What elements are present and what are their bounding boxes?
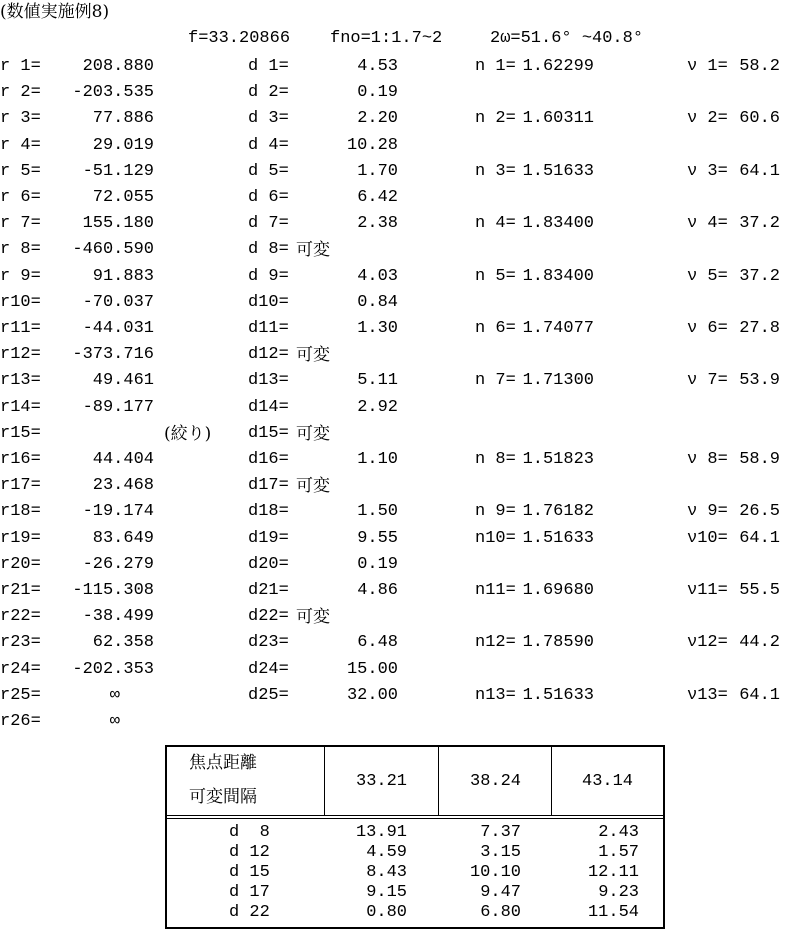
spacing-label: d24= [248,659,289,679]
spacing-value-cell: 12.11 [587,863,639,882]
abbe-number-label: ν 3= [687,161,728,181]
spacing-label: d 7= [248,214,289,234]
spacing-value: 15.00 [346,659,398,679]
refractive-index-value: 1.51633 [522,161,594,181]
surface-radius-label: r16= [0,450,41,469]
fno-param: fno=1:1.7~2 [330,29,443,48]
abbe-number-value: 58.9 [739,450,780,469]
spacing-value: 2.38 [357,214,398,234]
surface-radius-label: r 6= [0,188,41,207]
zoom-spacing-table [165,745,665,929]
spacing-value: 32.00 [346,685,398,705]
spacing-label: d 2= [248,83,289,103]
surface-radius-value: -89.177 [82,397,154,417]
focal-length-param: f=33.20866 [188,29,291,48]
spacing-label: d17= [248,476,289,496]
spacing-value-cell: 3.15 [480,843,521,862]
focal-length-cell: 43.14 [582,772,634,791]
surface-radius-value: -51.129 [82,161,154,181]
surface-radius-value: -38.499 [82,607,154,627]
abbe-number-value: 64.1 [739,685,780,705]
refractive-index-value: 1.62299 [522,57,594,76]
spacing-value: 可変 [296,240,330,261]
refractive-index-label: n 1= [475,57,516,76]
abbe-number-label: ν 9= [687,502,728,522]
table-divider [551,747,552,815]
refractive-index-label: n10= [475,528,516,548]
abbe-number-label: ν 7= [687,371,728,391]
refractive-index-value: 1.78590 [522,633,594,653]
surface-radius-label: r 1= [0,57,41,76]
abbe-number-label: ν 1= [687,57,728,76]
spacing-label: d18= [248,502,289,522]
surface-radius-value: -19.174 [82,502,154,522]
spacing-label: d 6= [248,188,289,207]
spacing-label: d 3= [248,109,289,129]
refractive-index-label: n 7= [475,371,516,391]
refractive-index-label: n 3= [475,161,516,181]
abbe-number-label: ν 4= [687,214,728,234]
spacing-label: d15= [248,423,289,443]
abbe-number-label: ν11= [687,581,728,600]
spacing-value-cell: 9.47 [480,883,521,902]
surface-radius-value: -460.590 [72,240,154,260]
refractive-index-value: 1.83400 [522,214,594,234]
refractive-index-label: n 2= [475,109,516,129]
abbe-number-value: 26.5 [739,502,780,522]
abbe-number-value: 58.2 [739,57,780,76]
surface-radius-value: 91.883 [92,266,154,286]
refractive-index-value: 1.83400 [522,266,594,286]
surface-radius-value: 23.468 [92,476,154,496]
surface-radius-label: r20= [0,554,41,574]
surface-radius-label: r 8= [0,240,41,260]
abbe-number-label: ν10= [687,528,728,548]
spacing-label: d23= [248,633,289,653]
surface-radius-label: r26= [0,712,41,731]
field-angle-param: 2ω=51.6° ~40.8° [490,29,644,48]
spacing-label: d12= [248,345,289,365]
surface-radius-value: -203.535 [72,83,154,103]
refractive-index-label: n 5= [475,266,516,286]
surface-radius-label: r 4= [0,135,41,155]
surface-radius-value: 62.358 [92,633,154,653]
surface-radius-label: r14= [0,397,41,417]
surface-radius-label: r15= [0,423,41,443]
spacing-label: d 5= [248,161,289,181]
abbe-number-value: 60.6 [739,109,780,129]
page-heading: (数値実施例8) [0,2,110,22]
spacing-value: 可変 [296,607,330,628]
refractive-index-value: 1.69680 [522,581,594,600]
spacing-label: d19= [248,528,289,548]
spacing-label: d 4= [248,135,289,155]
spacing-label: d22= [248,607,289,627]
abbe-number-label: ν12= [687,633,728,653]
refractive-index-value: 1.51633 [522,528,594,548]
spacing-value-cell: 9.23 [598,883,639,902]
header-spacing-label: 可変間隔 [189,789,257,808]
refractive-index-label: n11= [475,581,516,600]
abbe-number-label: ν 5= [687,266,728,286]
spacing-value: 0.19 [357,554,398,574]
spacing-label: d13= [248,371,289,391]
spacing-label: d21= [248,581,289,600]
surface-radius-value: 29.019 [92,135,154,155]
spacing-name-cell: d 8 [229,823,270,842]
surface-radius-value: -70.037 [82,292,154,312]
surface-radius-label: r22= [0,607,41,627]
spacing-value: 4.03 [357,266,398,286]
surface-radius-label: r21= [0,581,41,600]
spacing-value: 1.10 [357,450,398,469]
spacing-value: 0.84 [357,292,398,312]
refractive-index-value: 1.60311 [522,109,594,129]
refractive-index-label: n 8= [475,450,516,469]
spacing-name-cell: d 22 [229,903,270,922]
table-divider [438,747,439,815]
surface-radius-value: ∞ [109,712,120,731]
spacing-value: 1.50 [357,502,398,522]
spacing-name-cell: d 15 [229,863,270,882]
surface-radius-label: r12= [0,345,41,365]
abbe-number-value: 53.9 [739,371,780,391]
header-focal-label: 焦点距離 [189,755,257,774]
surface-radius-value: 44.404 [92,450,154,469]
refractive-index-label: n 9= [475,502,516,522]
spacing-value-cell: 10.10 [469,863,521,882]
spacing-value: 可変 [296,476,330,497]
spacing-label: d20= [248,554,289,574]
spacing-value-cell: 9.15 [366,883,407,902]
surface-radius-label: r23= [0,633,41,653]
spacing-value-cell: 7.37 [480,823,521,842]
focal-length-cell: 33.21 [356,772,408,791]
spacing-value-cell: 11.54 [587,903,639,922]
spacing-name-cell: d 12 [229,843,270,862]
surface-radius-label: r18= [0,502,41,522]
abbe-number-value: 27.8 [739,319,780,338]
spacing-value: 0.19 [357,83,398,103]
refractive-index-label: n12= [475,633,516,653]
abbe-number-value: 64.1 [739,528,780,548]
focal-length-cell: 38.24 [470,772,522,791]
abbe-number-label: ν13= [687,685,728,705]
spacing-label: d 1= [248,57,289,76]
table-header-rule [167,815,663,819]
spacing-value-cell: 8.43 [366,863,407,882]
surface-radius-value: 72.055 [92,188,154,207]
stop-note: (絞り) [164,423,212,444]
spacing-value: 4.53 [357,57,398,76]
surface-radius-label: r17= [0,476,41,496]
abbe-number-label: ν 2= [687,109,728,129]
surface-radius-label: r24= [0,659,41,679]
abbe-number-value: 55.5 [739,581,780,600]
surface-radius-label: r 7= [0,214,41,234]
spacing-value-cell: 0.80 [366,903,407,922]
spacing-value: 可変 [296,423,330,444]
spacing-label: d10= [248,292,289,312]
refractive-index-label: n 6= [475,319,516,338]
refractive-index-value: 1.51633 [522,685,594,705]
surface-radius-value: -44.031 [82,319,154,338]
spacing-value: 1.30 [357,319,398,338]
surface-radius-value: -26.279 [82,554,154,574]
surface-radius-value: 49.461 [92,371,154,391]
refractive-index-value: 1.76182 [522,502,594,522]
refractive-index-label: n13= [475,685,516,705]
spacing-label: d16= [248,450,289,469]
surface-radius-value: 155.180 [82,214,154,234]
surface-radius-value: 77.886 [92,109,154,129]
spacing-label: d25= [248,685,289,705]
surface-radius-value: -115.308 [72,581,154,600]
surface-radius-label: r 2= [0,83,41,103]
abbe-number-value: 44.2 [739,633,780,653]
spacing-label: d11= [248,319,289,338]
spacing-value: 6.42 [357,188,398,207]
abbe-number-label: ν 6= [687,319,728,338]
spacing-value: 9.55 [357,528,398,548]
spacing-label: d 8= [248,240,289,260]
spacing-value: 5.11 [357,371,398,391]
surface-radius-label: r10= [0,292,41,312]
abbe-number-label: ν 8= [687,450,728,469]
spacing-value: 2.20 [357,109,398,129]
spacing-value: 4.86 [357,581,398,600]
table-divider [324,747,325,815]
surface-radius-label: r 3= [0,109,41,129]
abbe-number-value: 64.1 [739,161,780,181]
abbe-number-value: 37.2 [739,214,780,234]
surface-radius-value: ∞ [109,685,120,705]
spacing-name-cell: d 17 [229,883,270,902]
spacing-value: 10.28 [346,135,398,155]
surface-radius-label: r25= [0,685,41,705]
surface-radius-label: r 5= [0,161,41,181]
spacing-value: 2.92 [357,397,398,417]
abbe-number-value: 37.2 [739,266,780,286]
refractive-index-value: 1.71300 [522,371,594,391]
surface-radius-label: r 9= [0,266,41,286]
refractive-index-label: n 4= [475,214,516,234]
refractive-index-value: 1.74077 [522,319,594,338]
spacing-label: d14= [248,397,289,417]
spacing-value-cell: 4.59 [366,843,407,862]
spacing-value: 可変 [296,345,330,366]
spacing-value: 1.70 [357,161,398,181]
spacing-label: d 9= [248,266,289,286]
surface-radius-value: -202.353 [72,659,154,679]
surface-radius-label: r19= [0,528,41,548]
spacing-value-cell: 13.91 [355,823,407,842]
spacing-value-cell: 6.80 [480,903,521,922]
surface-radius-value: 208.880 [82,57,154,76]
spacing-value-cell: 1.57 [598,843,639,862]
refractive-index-value: 1.51823 [522,450,594,469]
surface-radius-label: r11= [0,319,41,338]
surface-radius-value: 83.649 [92,528,154,548]
spacing-value-cell: 2.43 [598,823,639,842]
surface-radius-label: r13= [0,371,41,391]
surface-radius-value: -373.716 [72,345,154,365]
spacing-value: 6.48 [357,633,398,653]
